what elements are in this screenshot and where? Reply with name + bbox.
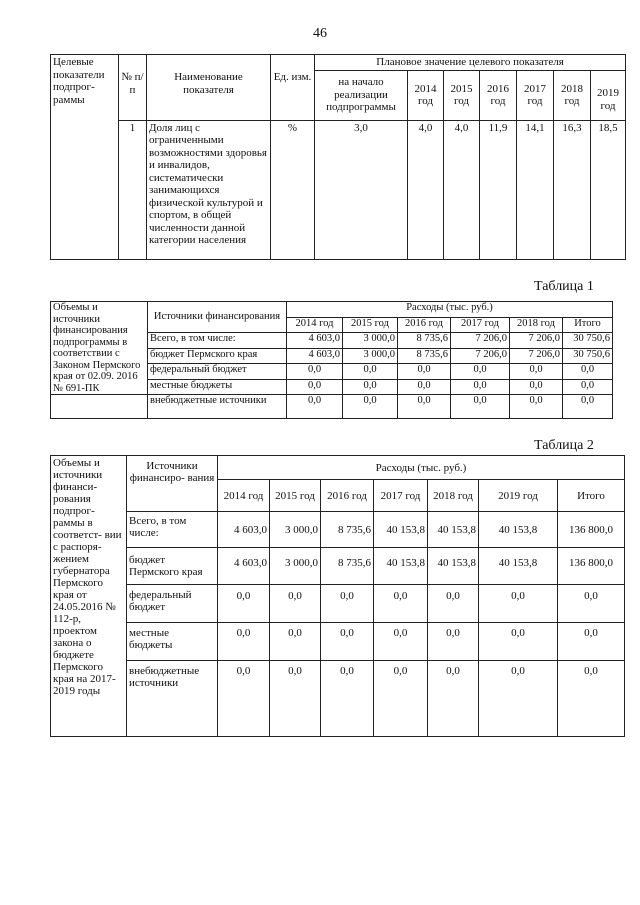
table-row (51, 548, 625, 585)
cell-value: 7 206,0 (510, 333, 563, 349)
cell-value: 8 735,6 (398, 348, 451, 364)
table-row (51, 512, 625, 548)
cell-value: 0,0 (374, 661, 428, 737)
col-header-year: 2019 год (479, 480, 558, 512)
cell-value: 3 000,0 (343, 333, 398, 349)
table1-caption: Таблица 1 (534, 279, 594, 294)
sources-header: Источники финансирования (148, 302, 287, 333)
cell-value: 0,0 (451, 364, 510, 380)
row-label: внебюджетные источники (148, 395, 287, 419)
cell-value: 0,0 (558, 623, 625, 661)
cell-value: 0,0 (287, 379, 343, 395)
cell-value: 0,0 (398, 364, 451, 380)
cell-value: 0,0 (558, 661, 625, 737)
cell-value: 40 153,8 (428, 548, 479, 585)
row-label: местные бюджеты (148, 379, 287, 395)
cell-value: 30 750,6 (563, 348, 613, 364)
col-header-start: на начало реализации подпрограммы (315, 70, 408, 120)
cell-value: 0,0 (398, 395, 451, 419)
cell-value: 0,0 (479, 585, 558, 623)
cell-value: 0,0 (270, 623, 321, 661)
cell-value: 4 603,0 (287, 348, 343, 364)
col-header-year: 2017 год (517, 70, 554, 120)
cell-value: 0,0 (428, 623, 479, 661)
col-header-year: 2016 год (480, 70, 517, 120)
cell-value: 30 750,6 (563, 333, 613, 349)
col-header-year: 2016 год (398, 317, 451, 333)
cell-value: 7 206,0 (451, 333, 510, 349)
indicator-value: 16,3 (554, 120, 591, 260)
cell-value: 0,0 (343, 379, 398, 395)
col-header-year: 2019 год (591, 70, 626, 120)
cell-value: 136 800,0 (558, 512, 625, 548)
table-row (51, 395, 613, 419)
col-header-year: 2014 год (218, 480, 270, 512)
sources-header: Источники финансиро- вания (127, 456, 218, 512)
col-header-year: 2014 год (287, 317, 343, 333)
table1-side-label: Объемы и источники финансирования подпрограммы в соответствии с Законом Пермского края от 02.09. 2016 № 691-ПК (51, 302, 148, 395)
cell-value: 0,0 (321, 623, 374, 661)
cell-value: 0,0 (398, 379, 451, 395)
col-header-num: № п/п (119, 55, 147, 121)
row-label: бюджет Пермского края (148, 348, 287, 364)
row-label: Всего, в том числе: (127, 512, 218, 548)
cell-value: 0,0 (479, 623, 558, 661)
cell-value: 0,0 (270, 661, 321, 737)
expenses-header: Расходы (тыс. руб.) (218, 456, 625, 480)
table-row (51, 661, 625, 737)
table-row (51, 623, 625, 661)
col-header-year: 2016 год (321, 480, 374, 512)
cell-value: 40 153,8 (479, 512, 558, 548)
row-label: внебюджетные источники (127, 661, 218, 737)
cell-value: 0,0 (510, 379, 563, 395)
cell-value: 0,0 (428, 661, 479, 737)
cell-value: 0,0 (563, 379, 613, 395)
cell-value: 3 000,0 (270, 512, 321, 548)
indicator-name: Доля лиц с ограниченными возможностями здоровья и инвалидов, систематически занимающихся физической культурой и спортом, в общей численности данной категории населения (147, 120, 271, 260)
cell-value: 3 000,0 (343, 348, 398, 364)
cell-value: 0,0 (479, 661, 558, 737)
cell-value: 0,0 (218, 661, 270, 737)
cell-value: 0,0 (374, 623, 428, 661)
cell-value: 0,0 (563, 395, 613, 419)
cell-value: 40 153,8 (374, 512, 428, 548)
col-header-year: 2017 год (451, 317, 510, 333)
row-label: федеральный бюджет (148, 364, 287, 380)
cell-value: 3 000,0 (270, 548, 321, 585)
cell-value: 4 603,0 (218, 512, 270, 548)
cell-value: 0,0 (451, 379, 510, 395)
col-header-year: 2018 год (510, 317, 563, 333)
cell-value: 0,0 (510, 364, 563, 380)
indicator-value: 4,0 (444, 120, 480, 260)
cell-value: 40 153,8 (374, 548, 428, 585)
table2-caption: Таблица 2 (534, 438, 594, 453)
cell-value: 0,0 (374, 585, 428, 623)
cell-value: 7 206,0 (451, 348, 510, 364)
row-num: 1 (119, 120, 147, 260)
cell-value: 0,0 (218, 585, 270, 623)
col-header-year: 2015 год (270, 480, 321, 512)
cell-value: 4 603,0 (218, 548, 270, 585)
col-header-year: 2018 год (554, 70, 591, 120)
cell-value: 8 735,6 (321, 548, 374, 585)
cell-value: 0,0 (343, 364, 398, 380)
cell-value: 0,0 (287, 364, 343, 380)
col-header-unit: Ед. изм. (271, 55, 315, 121)
table2 (50, 455, 625, 737)
row-label: местные бюджеты (127, 623, 218, 661)
cell-value: 0,0 (270, 585, 321, 623)
cell-value: 0,0 (563, 364, 613, 380)
table-row (51, 120, 626, 260)
indicator-value: 4,0 (408, 120, 444, 260)
cell-value: 0,0 (510, 395, 563, 419)
cell-value: 0,0 (321, 661, 374, 737)
cell-value: 8 735,6 (321, 512, 374, 548)
cell-value: 0,0 (321, 585, 374, 623)
col-header-year: 2014 год (408, 70, 444, 120)
row-label: бюджет Пермского края (127, 548, 218, 585)
cell-value: 4 603,0 (287, 333, 343, 349)
indicator-value: 18,5 (591, 120, 626, 260)
cell-value: 0,0 (343, 395, 398, 419)
table1 (50, 301, 613, 419)
target-indicators-table (50, 54, 626, 260)
cell-value: 7 206,0 (510, 348, 563, 364)
cell-value: 40 153,8 (428, 512, 479, 548)
plan-header: Плановое значение целевого показателя (315, 55, 626, 71)
cell-value: 0,0 (428, 585, 479, 623)
cell-value: 0,0 (451, 395, 510, 419)
col-header-total: Итого (558, 480, 625, 512)
col-header-year: 2017 год (374, 480, 428, 512)
target-side-label: Целевые показатели подпрог- раммы (51, 55, 119, 260)
cell-value: 40 153,8 (479, 548, 558, 585)
page-number: 46 (313, 26, 327, 41)
indicator-value: 11,9 (480, 120, 517, 260)
cell-value: 0,0 (287, 395, 343, 419)
table2-side-label: Объемы и источники финанси- рования подпрог- раммы в соответст- вии с распоря- жением губернатора Пермского края от 24.05.2016 № 112-р, проектом закона о бюджете Пермского края на 2017- 2019 годы (51, 456, 127, 737)
row-label: Всего, в том числе: (148, 333, 287, 349)
col-header-year: 2015 год (444, 70, 480, 120)
col-header-name: Наименование показателя (147, 55, 271, 121)
indicator-value: 14,1 (517, 120, 554, 260)
indicator-unit: % (271, 120, 315, 260)
indicator-start-value: 3,0 (315, 120, 408, 260)
cell-value: 8 735,6 (398, 333, 451, 349)
col-header-total: Итого (563, 317, 613, 333)
col-header-year: 2015 год (343, 317, 398, 333)
expenses-header: Расходы (тыс. руб.) (287, 302, 613, 318)
table-row (51, 585, 625, 623)
cell-value: 0,0 (558, 585, 625, 623)
cell-value: 0,0 (218, 623, 270, 661)
row-label: федеральный бюджет (127, 585, 218, 623)
cell-value: 136 800,0 (558, 548, 625, 585)
col-header-year: 2018 год (428, 480, 479, 512)
